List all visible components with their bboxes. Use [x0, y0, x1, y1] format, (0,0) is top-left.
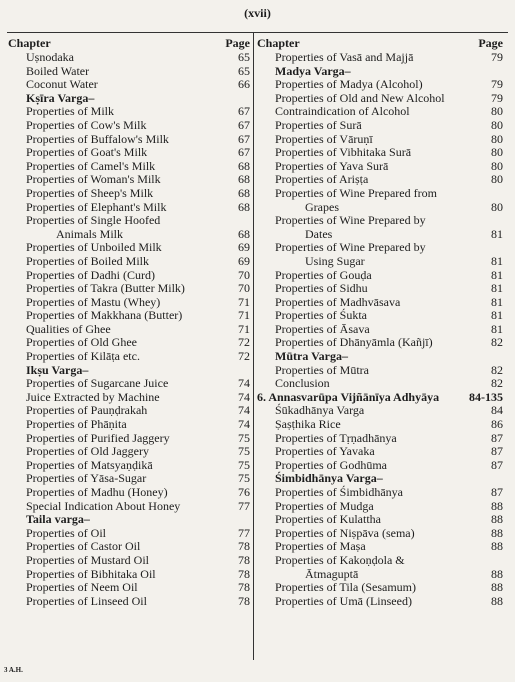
- toc-entry: [8, 187, 250, 201]
- entry-title: Properties of Kakoṇḍola &: [275, 552, 405, 567]
- entry-page: 76: [238, 485, 250, 499]
- entry-page: 88: [491, 580, 503, 595]
- entry-title: Properties of Castor Oil: [26, 539, 141, 554]
- entry-page: 88: [491, 593, 503, 608]
- entry-page: 81: [491, 253, 503, 268]
- toc-entry: [8, 296, 250, 310]
- entry-title: Properties of Matsyaṇḍikā: [26, 457, 153, 472]
- toc-entry: [8, 65, 250, 79]
- toc-entry: [257, 513, 503, 527]
- entry-page: 65: [238, 63, 250, 78]
- toc-entry: [257, 105, 503, 119]
- entry-page: 80: [491, 199, 503, 214]
- toc-entry: [8, 146, 250, 160]
- entry-title: Properties of Maṣa: [275, 539, 366, 554]
- entry-page: 88: [491, 539, 503, 554]
- entry-title: Madya Varga–: [275, 63, 351, 78]
- entry-title: Properties of Wine Prepared from: [275, 185, 437, 200]
- entry-page: 71: [238, 321, 250, 336]
- entry-title: Conclusion: [275, 376, 330, 391]
- entry-title: Grapes: [305, 199, 339, 214]
- entry-title: Properties of Vibhitaka Surā: [275, 145, 412, 160]
- toc-entry: [8, 540, 250, 554]
- toc-entry: [257, 527, 503, 541]
- entry-title: Properties of Makkhana (Butter): [26, 308, 183, 323]
- toc-entry: [8, 527, 250, 541]
- entry-title: Properties of Śimbidhānya: [275, 485, 403, 499]
- entry-page: 67: [238, 104, 250, 119]
- entry-title: Properties of Tila (Sesamum): [275, 580, 416, 595]
- entry-title: Properties of Sidhu: [275, 281, 368, 296]
- entry-page: 67: [238, 145, 250, 160]
- entry-title: Properties of Milk: [26, 104, 114, 119]
- toc-entry: [257, 146, 503, 160]
- entry-title: Properties of Linseed Oil: [26, 593, 147, 608]
- entry-title: Properties of Kulattha: [275, 512, 381, 527]
- entry-page: 71: [238, 294, 250, 309]
- entry-page: 88: [491, 525, 503, 540]
- entry-page: 79: [491, 77, 503, 92]
- toc-entry: [257, 296, 503, 310]
- toc-entry: [8, 472, 250, 486]
- entry-title: Properties of Vāruṇī: [275, 131, 373, 146]
- toc-entry: [8, 133, 250, 147]
- entry-page: 78: [238, 580, 250, 595]
- entry-title: Animals Milk: [56, 226, 124, 241]
- entry-title: Properties of Pauṇḍrakah: [26, 403, 148, 418]
- entry-title: Properties of Old and New Alcohol: [275, 90, 445, 105]
- entry-title: Ṣaṣṭhika Rice: [275, 417, 341, 432]
- entry-title: Properties of Elephant's Milk: [26, 199, 167, 214]
- entry-title: Properties of Umā (Linseed): [275, 593, 412, 608]
- entry-title: Properties of Old Ghee: [26, 335, 137, 350]
- entry-title: Śimbidhānya Varga–: [275, 471, 383, 486]
- left-column-header: [8, 35, 250, 51]
- entry-title: Qualities of Ghee: [26, 321, 111, 336]
- entry-page: 82: [491, 335, 503, 350]
- entry-title: Properties of Wine Prepared by: [275, 240, 426, 255]
- entry-page: 81: [491, 267, 503, 282]
- entry-page: 81: [491, 294, 503, 309]
- entry-page: 87: [491, 457, 503, 472]
- entry-title: Properties of Goat's Milk: [26, 145, 148, 160]
- entry-title: Properties of Vasā and Majjā: [275, 50, 414, 64]
- toc-entry: [257, 78, 503, 92]
- toc-entry: [257, 269, 503, 283]
- entry-page: 79: [491, 50, 503, 64]
- entry-page: 67: [238, 117, 250, 132]
- toc-entry: [257, 500, 503, 514]
- toc-entry: [257, 282, 503, 296]
- entry-title: Ātmaguptā: [305, 566, 359, 581]
- entry-title: Properties of Yava Surā: [275, 158, 389, 173]
- toc-entry: [8, 459, 250, 473]
- toc-entry: [257, 364, 503, 378]
- toc-entry: [8, 336, 250, 350]
- entry-title: Properties of Yavaka: [275, 444, 375, 459]
- entry-title: Properties of Phāṇita: [26, 417, 127, 432]
- page-number: (xvii): [244, 6, 271, 20]
- toc-entry: [257, 51, 503, 65]
- entry-title: Uṣnodaka: [26, 50, 74, 64]
- toc-entry: [257, 418, 503, 432]
- section-heading: [257, 472, 503, 486]
- chapter-heading: Chapter: [8, 36, 51, 50]
- entry-title: Contraindication of Alcohol: [275, 104, 410, 119]
- footer-signature: 3 A.H.: [4, 666, 23, 674]
- entry-page: 77: [238, 525, 250, 540]
- toc-entry: [8, 282, 250, 296]
- toc-entry: [257, 173, 503, 187]
- entry-title: Using Sugar: [305, 253, 365, 268]
- toc-entry: [8, 160, 250, 174]
- left-entry-list: [8, 51, 250, 608]
- entry-page: 87: [491, 485, 503, 499]
- entry-page: 81: [491, 281, 503, 296]
- toc-entry: [257, 445, 503, 459]
- entry-page: 87: [491, 430, 503, 445]
- toc-entry: [8, 418, 250, 432]
- entry-page: 68: [238, 158, 250, 173]
- entry-title: Juice Extracted by Machine: [26, 389, 160, 404]
- entry-page: 68: [238, 185, 250, 200]
- entry-title: Special Indication About Honey: [26, 498, 181, 513]
- entry-page: 80: [491, 172, 503, 187]
- entry-title: Properties of Dhānyāmla (Kañjī): [275, 335, 433, 350]
- page-heading: Page: [478, 36, 503, 50]
- toc-entry: [257, 486, 503, 500]
- toc-entry: [8, 309, 250, 323]
- entry-title: Properties of Surā: [275, 117, 362, 132]
- section-heading: [257, 65, 503, 79]
- entry-page: 66: [238, 77, 250, 92]
- toc-entry: [257, 133, 503, 147]
- entry-title: Properties of Mustard Oil: [26, 552, 149, 567]
- column-separator: [253, 32, 254, 660]
- entry-title: Properties of Old Jaggery: [26, 444, 149, 459]
- toc-entry: [257, 432, 503, 446]
- toc-entry: [8, 119, 250, 133]
- entry-title: Properties of Śukta: [275, 308, 367, 323]
- entry-page: 78: [238, 593, 250, 608]
- entry-page: 88: [491, 566, 503, 581]
- entry-title: Ikṣu Varga–: [26, 362, 89, 377]
- entry-title: Properties of Ariṣṭa: [275, 172, 369, 187]
- entry-title: Properties of Wine Prepared by: [275, 213, 426, 228]
- toc-entry: [257, 160, 503, 174]
- toc-entry: [8, 500, 250, 514]
- entry-title: Properties of Buffalow's Milk: [26, 131, 169, 146]
- toc-entry: [8, 173, 250, 187]
- entry-page: 74: [238, 376, 250, 391]
- entry-title: 6. Annasvarūpa Vijñānīya Adhyāya: [257, 389, 440, 404]
- toc-entry: [8, 486, 250, 500]
- toc-entry: [8, 595, 250, 609]
- entry-title: Taila varga–: [26, 512, 90, 527]
- entry-page: 80: [491, 104, 503, 119]
- entry-page: 75: [238, 457, 250, 472]
- section-heading: [8, 364, 250, 378]
- entry-page: 88: [491, 498, 503, 513]
- toc-entry: [8, 228, 250, 242]
- toc-entry: [257, 540, 503, 554]
- entry-title: Properties of Neem Oil: [26, 580, 138, 595]
- entry-title: Kṣīra Varga–: [26, 90, 95, 105]
- toc-entry: [8, 214, 250, 228]
- entry-page: 74: [238, 417, 250, 432]
- entry-title: Properties of Yāsa-Sugar: [26, 471, 147, 486]
- entry-page: 78: [238, 552, 250, 567]
- toc-entry: [8, 241, 250, 255]
- entry-title: Properties of Kilāṭa etc.: [26, 349, 140, 364]
- right-column: [257, 35, 503, 608]
- entry-title: Properties of Madhu (Honey): [26, 485, 168, 499]
- toc-entry: [257, 309, 503, 323]
- toc-entry: [8, 201, 250, 215]
- entry-title: Properties of Niṣpāva (sema): [275, 525, 415, 540]
- entry-page: 84: [491, 403, 503, 418]
- toc-entry: [257, 336, 503, 350]
- entry-page: 68: [238, 199, 250, 214]
- toc-entry: [257, 459, 503, 473]
- page-heading: Page: [225, 36, 250, 50]
- entry-page: 79: [491, 90, 503, 105]
- entry-page: 87: [491, 444, 503, 459]
- entry-title: Properties of Mūtra: [275, 362, 369, 377]
- toc-entry: [8, 78, 250, 92]
- toc-entry: [8, 391, 250, 405]
- toc-entry: [8, 350, 250, 364]
- entry-title: Properties of Tṛṇadhānya: [275, 430, 397, 445]
- entry-title: Properties of Āsava: [275, 321, 370, 336]
- entry-page: 68: [238, 226, 250, 241]
- entry-page: 70: [238, 267, 250, 282]
- entry-title: Properties of Unboiled Milk: [26, 240, 162, 255]
- section-heading: [8, 92, 250, 106]
- entry-title: Properties of Woman's Milk: [26, 172, 161, 187]
- entry-page: 69: [238, 253, 250, 268]
- entry-page: 82: [491, 376, 503, 391]
- entry-page: 82: [491, 362, 503, 377]
- entry-page: 72: [238, 335, 250, 350]
- entry-page: 81: [491, 226, 503, 241]
- entry-page: 67: [238, 131, 250, 146]
- header-rule: [7, 32, 508, 33]
- entry-page: 69: [238, 240, 250, 255]
- entry-page: 71: [238, 308, 250, 323]
- entry-page: 81: [491, 308, 503, 323]
- entry-title: Properties of Oil: [26, 525, 106, 540]
- toc-entry: [257, 201, 503, 215]
- entry-title: Properties of Single Hoofed: [26, 213, 161, 228]
- entry-page: 68: [238, 172, 250, 187]
- entry-title: Properties of Dadhi (Curd): [26, 267, 155, 282]
- entry-page: 81: [491, 321, 503, 336]
- toc-entry: [257, 214, 503, 228]
- entry-title: Properties of Godhūma: [275, 457, 387, 472]
- toc-entry: [257, 92, 503, 106]
- entry-title: Śūkadhānya Varga: [275, 403, 365, 418]
- entry-title: Properties of Mastu (Whey): [26, 294, 161, 309]
- toc-entry: [257, 595, 503, 609]
- toc-entry: [257, 187, 503, 201]
- entry-title: Properties of Takra (Butter Milk): [26, 281, 185, 296]
- toc-entry: [257, 323, 503, 337]
- toc-entry: [8, 432, 250, 446]
- entry-page: 65: [238, 50, 250, 64]
- entry-page: 80: [491, 117, 503, 132]
- entry-title: Properties of Bibhitaka Oil: [26, 566, 156, 581]
- chapter-heading: Chapter: [257, 36, 300, 50]
- entry-title: Properties of Mudga: [275, 498, 374, 513]
- entry-title: Properties of Purified Jaggery: [26, 430, 170, 445]
- entry-page: 74: [238, 389, 250, 404]
- entry-page: 80: [491, 131, 503, 146]
- entry-page: 75: [238, 471, 250, 486]
- toc-entry: [8, 554, 250, 568]
- entry-title: Mūtra Varga–: [275, 349, 348, 364]
- toc-entry: [8, 51, 250, 65]
- toc-entry: [8, 568, 250, 582]
- entry-title: Properties of Camel's Milk: [26, 158, 156, 173]
- entry-title: Properties of Sugarcane Juice: [26, 376, 169, 391]
- toc-entry: [257, 568, 503, 582]
- toc-entry: [257, 119, 503, 133]
- entry-title: Boiled Water: [26, 63, 90, 78]
- entry-title: Coconut Water: [26, 77, 98, 92]
- toc-entry: [8, 105, 250, 119]
- toc-entry: [257, 404, 503, 418]
- entry-page: 72: [238, 349, 250, 364]
- entry-page: 78: [238, 566, 250, 581]
- toc-entry: [257, 391, 503, 405]
- entry-title: Properties of Cow's Milk: [26, 117, 147, 132]
- toc-entry: [257, 377, 503, 391]
- toc-entry: [8, 323, 250, 337]
- entry-title: Dates: [305, 226, 333, 241]
- toc-entry: [257, 581, 503, 595]
- toc-entry: [257, 228, 503, 242]
- entry-page: 75: [238, 430, 250, 445]
- right-column-header: [257, 35, 503, 51]
- entry-page: 88: [491, 512, 503, 527]
- entry-title: Properties of Madya (Alcohol): [275, 77, 423, 92]
- section-heading: [257, 350, 503, 364]
- toc-entry: [8, 255, 250, 269]
- entry-title: Properties of Gouḍa: [275, 267, 372, 282]
- entry-page: 80: [491, 158, 503, 173]
- toc-entry: [257, 255, 503, 269]
- toc-entry: [8, 269, 250, 283]
- toc-entry: [8, 377, 250, 391]
- entry-page: 70: [238, 281, 250, 296]
- toc-entry: [257, 554, 503, 568]
- toc-entry: [8, 445, 250, 459]
- entry-title: Properties of Sheep's Milk: [26, 185, 154, 200]
- entry-page: 80: [491, 145, 503, 160]
- entry-page: 77: [238, 498, 250, 513]
- entry-page: 86: [491, 417, 503, 432]
- entry-title: Properties of Madhvāsava: [275, 294, 401, 309]
- entry-page: 75: [238, 444, 250, 459]
- toc-entry: [257, 241, 503, 255]
- toc-entry: [8, 581, 250, 595]
- entry-page: 78: [238, 539, 250, 554]
- toc-entry: [8, 404, 250, 418]
- entry-page: 84-135: [469, 389, 503, 404]
- entry-page: 74: [238, 403, 250, 418]
- entry-title: Properties of Boiled Milk: [26, 253, 149, 268]
- left-column: [8, 35, 250, 608]
- right-entry-list: [257, 51, 503, 608]
- section-heading: [8, 513, 250, 527]
